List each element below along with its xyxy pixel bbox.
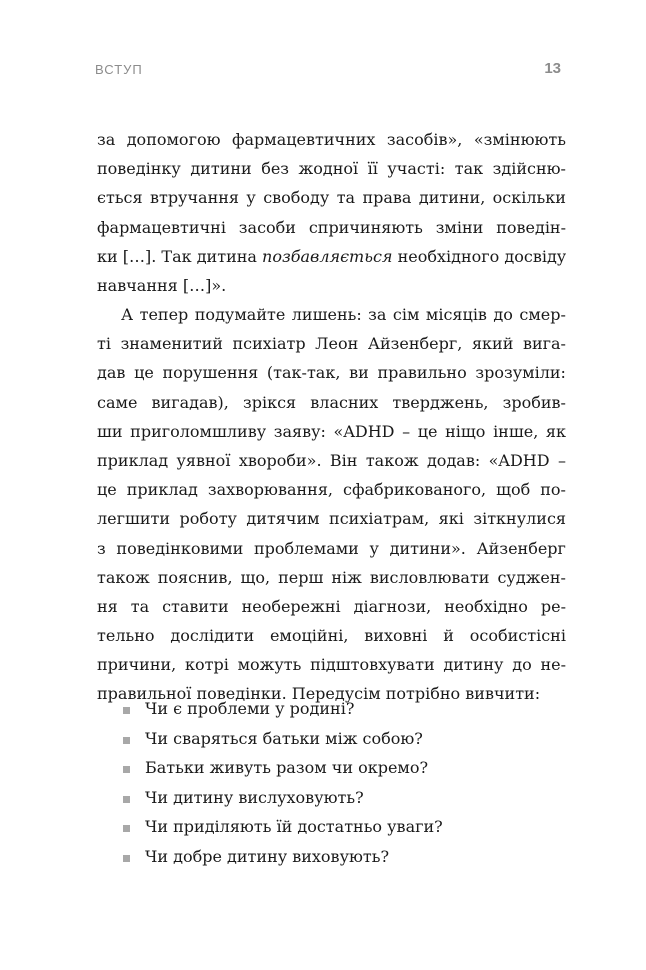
word: «ADHD xyxy=(488,450,550,470)
word: здійсню- xyxy=(492,159,566,179)
list-item xyxy=(123,694,443,724)
word: фармацевтичні xyxy=(97,217,226,237)
word: психіатрам, xyxy=(329,509,430,529)
page-number: 13 xyxy=(544,60,561,77)
word: емоційні, xyxy=(269,626,349,646)
word: це xyxy=(97,480,117,500)
list-item-text: Батьки живуть разом чи окремо? xyxy=(145,758,429,777)
word: її xyxy=(367,159,378,179)
word: це xyxy=(134,363,154,383)
word: правильно xyxy=(377,363,467,383)
text-line: навчання […]». xyxy=(97,275,227,295)
word: спричиняють xyxy=(308,217,423,237)
word: лишень: xyxy=(291,305,362,324)
list-item xyxy=(123,842,443,872)
word: та xyxy=(130,596,150,616)
text-fragment: необхідного досвіду xyxy=(392,246,567,266)
text-line xyxy=(97,358,566,387)
word: Він xyxy=(329,450,358,470)
word: які xyxy=(438,509,464,529)
word: права xyxy=(362,188,412,208)
text-line xyxy=(97,621,566,650)
word: дитини, xyxy=(418,188,486,208)
word: зрікся xyxy=(243,392,297,412)
word: засобів», xyxy=(386,130,463,149)
list-item-text: Чи приділяють їй достатньо уваги? xyxy=(145,817,443,836)
word: особистісні xyxy=(469,626,566,646)
word: ставити xyxy=(162,596,229,616)
word: власних xyxy=(310,392,379,412)
word: захворювання, xyxy=(207,480,334,500)
word: дитину xyxy=(443,655,504,675)
question-list xyxy=(123,694,443,871)
square-bullet-icon xyxy=(123,766,130,773)
emphasized-word: позбавляється xyxy=(262,246,393,266)
word: пояснив, xyxy=(157,567,233,587)
list-item-text: Чи дитину вислуховують? xyxy=(145,787,364,807)
word: вига- xyxy=(522,334,566,354)
word: необхідно xyxy=(444,596,528,616)
word: щоб xyxy=(496,480,531,500)
word: Леон xyxy=(315,334,359,354)
word: подумайте xyxy=(194,305,286,324)
text-line xyxy=(97,154,566,183)
text-line: правильної поведінки. Передусім потрібно вивчити: xyxy=(97,684,541,704)
word: поведін- xyxy=(496,217,566,237)
text-line xyxy=(97,534,566,563)
word: приклад xyxy=(97,450,169,470)
word: інше, xyxy=(493,421,539,441)
word: – xyxy=(402,421,411,441)
word: «змінюють xyxy=(473,130,566,149)
text-line xyxy=(97,183,566,212)
list-item-text: Чи добре дитину виховують? xyxy=(145,846,390,866)
word: по- xyxy=(540,480,566,500)
word: приклад xyxy=(126,480,198,500)
word: фармацевтичних xyxy=(231,130,376,149)
word: додав: xyxy=(426,450,481,470)
word: ши xyxy=(97,421,123,441)
word: проблемами xyxy=(253,538,359,558)
text-line xyxy=(97,213,566,242)
word: поведінку xyxy=(97,159,181,179)
word: допомогою xyxy=(126,130,221,149)
word: причини, xyxy=(97,655,177,675)
word: ніж xyxy=(331,567,362,587)
list-item xyxy=(123,724,443,754)
text-line xyxy=(97,388,566,417)
word: сім xyxy=(392,305,420,324)
text-line xyxy=(97,300,566,329)
text-line xyxy=(97,650,566,679)
paragraph-2 xyxy=(97,300,566,709)
text-line xyxy=(97,592,566,621)
word: також xyxy=(365,450,419,470)
text-line xyxy=(97,563,566,592)
word: смер- xyxy=(519,305,566,324)
word: тельно xyxy=(97,626,155,646)
square-bullet-icon xyxy=(123,707,130,714)
word: висловлювати xyxy=(369,567,490,587)
running-header xyxy=(95,62,561,82)
word: за xyxy=(368,305,387,324)
word: зрозуміли: xyxy=(475,363,566,383)
text-line xyxy=(97,446,566,475)
word: ється xyxy=(97,188,143,208)
word: засоби xyxy=(238,217,296,237)
word: участі: xyxy=(387,159,446,179)
word: легшити xyxy=(97,509,171,529)
word: ня xyxy=(97,596,118,616)
list-item xyxy=(123,812,443,842)
word: й xyxy=(443,626,454,646)
word: діагнози, xyxy=(353,596,432,616)
word: ніщо xyxy=(445,421,486,441)
word: дав xyxy=(97,363,126,383)
word: втручання xyxy=(149,188,240,208)
word: за xyxy=(97,130,116,149)
word: підштовхувати xyxy=(310,655,435,675)
word: до xyxy=(512,655,532,675)
square-bullet-icon xyxy=(123,737,130,744)
list-item xyxy=(123,783,443,813)
word: місяців xyxy=(425,305,487,324)
word: хвороби». xyxy=(238,450,322,470)
square-bullet-icon xyxy=(123,796,130,803)
word: ті xyxy=(97,334,111,354)
text-line xyxy=(97,242,566,271)
text-fragment: ки […]. Так дитина xyxy=(97,246,263,266)
word: як xyxy=(545,421,566,441)
word: – xyxy=(557,450,566,470)
word: необережні xyxy=(241,596,341,616)
word: котрі xyxy=(184,655,229,675)
word: без xyxy=(261,159,290,179)
word: сфабрикованого, xyxy=(343,480,487,500)
word: поведінковими xyxy=(116,538,244,558)
word: так xyxy=(454,159,484,179)
word: зміни xyxy=(435,217,484,237)
word: до xyxy=(493,305,513,324)
word: також xyxy=(97,567,150,587)
text-line xyxy=(97,475,566,504)
word: у xyxy=(369,538,379,558)
word: ви xyxy=(349,363,369,383)
word: (так-так, xyxy=(266,363,341,383)
square-bullet-icon xyxy=(123,855,130,862)
word: та xyxy=(336,188,356,208)
word: який xyxy=(471,334,514,354)
word: це xyxy=(417,421,438,441)
word: з xyxy=(97,538,106,558)
word: жодної xyxy=(298,159,359,179)
word: приголомшливу xyxy=(130,421,267,441)
word: «ADHD xyxy=(333,421,395,441)
word: тверджень, xyxy=(392,392,489,412)
word: зробив- xyxy=(502,392,566,412)
word: зіткнулися xyxy=(473,509,566,529)
word: заяву: xyxy=(273,421,326,441)
word: порушення xyxy=(162,363,259,383)
word: оскільки xyxy=(492,188,566,208)
word: перш xyxy=(278,567,324,587)
word: виховні xyxy=(364,626,428,646)
text-line xyxy=(97,125,566,154)
word: дитини». xyxy=(389,538,466,558)
word: свободу xyxy=(263,188,330,208)
word: у xyxy=(246,188,256,208)
word: дитячим xyxy=(246,509,320,529)
word: уявної xyxy=(176,450,231,470)
list-item-text: Чи є проблеми у родині? xyxy=(145,699,355,718)
word: Айзенберг xyxy=(476,538,566,558)
section-label: ВСТУП xyxy=(95,62,143,77)
word: саме xyxy=(97,392,138,412)
word: тепер xyxy=(139,305,189,324)
word: А xyxy=(121,305,134,324)
word: знаменитий xyxy=(120,334,223,354)
square-bullet-icon xyxy=(123,825,130,832)
word: роботу xyxy=(179,509,237,529)
word: Айзенберг, xyxy=(367,334,463,354)
list-item-text: Чи сваряться батьки між собою? xyxy=(145,728,423,748)
text-line xyxy=(97,329,566,358)
word: що, xyxy=(240,567,271,587)
text-line xyxy=(97,504,566,533)
word: дослідити xyxy=(170,626,255,646)
word: не- xyxy=(540,655,566,675)
word: суджен- xyxy=(497,567,566,587)
list-item xyxy=(123,753,443,783)
paragraph-1 xyxy=(97,125,566,300)
word: вигадав), xyxy=(151,392,229,412)
text-line xyxy=(97,417,566,446)
word: можуть xyxy=(237,655,302,675)
word: дитини xyxy=(190,159,252,179)
word: ре- xyxy=(540,596,566,616)
word: психіатр xyxy=(232,334,306,354)
